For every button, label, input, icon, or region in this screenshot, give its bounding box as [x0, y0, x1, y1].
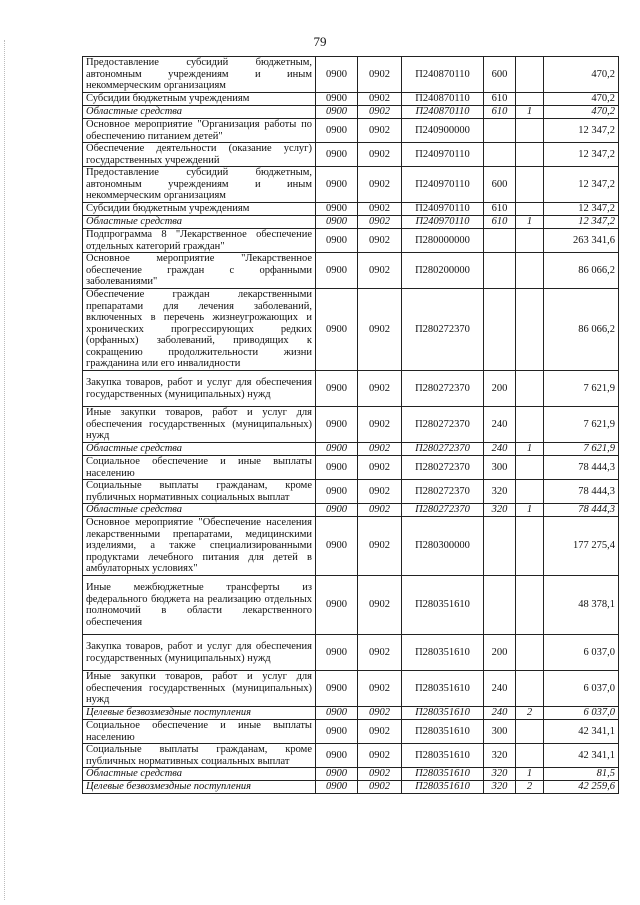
row-target-article-cell: П280351610	[402, 744, 484, 768]
table-row	[83, 707, 619, 720]
row-name-cell: Основное мероприятие "Обеспечение населения лекарственными препаратами, медицинскими изделиями, а также специализированными продуктами лечебного питания для детей в амбулаторных условиях"	[83, 517, 316, 576]
row-target-article-cell: П240870110	[402, 93, 484, 106]
row-subsection-cell: 0902	[358, 143, 402, 167]
table-row	[83, 106, 619, 119]
row-subsection-cell: 0902	[358, 407, 402, 443]
row-amount-cell: 263 341,6	[544, 229, 619, 253]
row-expense-type-cell: 610	[484, 106, 516, 119]
row-subsection-cell: 0902	[358, 781, 402, 794]
row-section-cell: 0900	[316, 671, 358, 707]
row-expense-type-cell	[484, 119, 516, 143]
row-section-cell: 0900	[316, 480, 358, 504]
table-row	[83, 480, 619, 504]
row-expense-type-cell: 600	[484, 167, 516, 203]
row-target-article-cell: П280272370	[402, 289, 484, 371]
row-name-cell: Областные средства	[83, 106, 316, 119]
row-funding-source-cell: 1	[516, 106, 544, 119]
row-subsection-cell: 0902	[358, 229, 402, 253]
row-target-article-cell: П280272370	[402, 443, 484, 456]
row-target-article-cell: П280272370	[402, 480, 484, 504]
row-name-cell: Областные средства	[83, 216, 316, 229]
row-section-cell: 0900	[316, 216, 358, 229]
row-section-cell: 0900	[316, 504, 358, 517]
row-expense-type-cell: 240	[484, 407, 516, 443]
table-row	[83, 407, 619, 443]
row-funding-source-cell	[516, 143, 544, 167]
row-amount-cell: 7 621,9	[544, 407, 619, 443]
row-funding-source-cell	[516, 480, 544, 504]
row-expense-type-cell: 320	[484, 768, 516, 781]
row-funding-source-cell	[516, 93, 544, 106]
row-target-article-cell: П280300000	[402, 517, 484, 576]
table-row	[83, 768, 619, 781]
row-subsection-cell: 0902	[358, 253, 402, 289]
row-expense-type-cell	[484, 576, 516, 635]
row-funding-source-cell	[516, 229, 544, 253]
row-section-cell: 0900	[316, 576, 358, 635]
row-amount-cell: 12 347,2	[544, 216, 619, 229]
row-funding-source-cell: 1	[516, 504, 544, 517]
row-expense-type-cell: 320	[484, 781, 516, 794]
table-row	[83, 93, 619, 106]
row-name-cell: Целевые безвозмездные поступления	[83, 707, 316, 720]
row-funding-source-cell	[516, 456, 544, 480]
row-target-article-cell: П280351610	[402, 768, 484, 781]
row-amount-cell: 12 347,2	[544, 119, 619, 143]
budget-table-body	[83, 57, 619, 794]
row-name-cell: Основное мероприятие "Лекарственное обеспечение граждан с орфанными заболеваниями"	[83, 253, 316, 289]
row-target-article-cell: П280272370	[402, 456, 484, 480]
row-name-cell: Основное мероприятие "Организация работы по обеспечению питанием детей"	[83, 119, 316, 143]
row-subsection-cell: 0902	[358, 671, 402, 707]
row-amount-cell: 6 037,0	[544, 707, 619, 720]
page-number: 79	[313, 34, 327, 49]
row-funding-source-cell	[516, 57, 544, 93]
row-section-cell: 0900	[316, 371, 358, 407]
row-section-cell: 0900	[316, 707, 358, 720]
row-section-cell: 0900	[316, 119, 358, 143]
row-subsection-cell: 0902	[358, 744, 402, 768]
row-target-article-cell: П240970110	[402, 203, 484, 216]
row-target-article-cell: П280351610	[402, 635, 484, 671]
row-subsection-cell: 0902	[358, 203, 402, 216]
row-section-cell: 0900	[316, 93, 358, 106]
row-target-article-cell: П240970110	[402, 167, 484, 203]
row-expense-type-cell: 610	[484, 203, 516, 216]
row-expense-type-cell	[484, 253, 516, 289]
row-name-cell: Предоставление субсидий бюджетным, автономным учреждениям и иным некоммерческим организациям	[83, 167, 316, 203]
table-row	[83, 671, 619, 707]
row-section-cell: 0900	[316, 456, 358, 480]
table-row	[83, 781, 619, 794]
table-row	[83, 229, 619, 253]
table-row	[83, 216, 619, 229]
row-name-cell: Предоставление субсидий бюджетным, автономным учреждениям и иным некоммерческим организациям	[83, 57, 316, 93]
row-section-cell: 0900	[316, 744, 358, 768]
row-expense-type-cell	[484, 289, 516, 371]
row-section-cell: 0900	[316, 57, 358, 93]
row-name-cell: Закупка товаров, работ и услуг для обеспечения государственных (муниципальных) нужд	[83, 371, 316, 407]
row-subsection-cell: 0902	[358, 720, 402, 744]
row-expense-type-cell	[484, 517, 516, 576]
row-funding-source-cell	[516, 720, 544, 744]
row-expense-type-cell: 240	[484, 443, 516, 456]
row-expense-type-cell: 610	[484, 216, 516, 229]
row-amount-cell: 78 444,3	[544, 480, 619, 504]
row-expense-type-cell	[484, 143, 516, 167]
row-subsection-cell: 0902	[358, 504, 402, 517]
row-funding-source-cell: 2	[516, 707, 544, 720]
row-expense-type-cell: 240	[484, 671, 516, 707]
row-name-cell: Целевые безвозмездные поступления	[83, 781, 316, 794]
table-row	[83, 720, 619, 744]
row-amount-cell: 86 066,2	[544, 289, 619, 371]
row-target-article-cell: П280200000	[402, 253, 484, 289]
row-funding-source-cell	[516, 119, 544, 143]
row-target-article-cell: П240900000	[402, 119, 484, 143]
table-row	[83, 289, 619, 371]
row-target-article-cell: П280272370	[402, 371, 484, 407]
row-section-cell: 0900	[316, 635, 358, 671]
table-row	[83, 576, 619, 635]
row-expense-type-cell: 610	[484, 93, 516, 106]
row-amount-cell: 177 275,4	[544, 517, 619, 576]
row-name-cell: Подпрограмма 8 "Лекарственное обеспечение отдельных категорий граждан"	[83, 229, 316, 253]
row-subsection-cell: 0902	[358, 635, 402, 671]
row-amount-cell: 42 259,6	[544, 781, 619, 794]
row-target-article-cell: П280272370	[402, 407, 484, 443]
row-name-cell: Обеспечение деятельности (оказание услуг) государственных учреждений	[83, 143, 316, 167]
table-row	[83, 517, 619, 576]
row-target-article-cell: П240870110	[402, 106, 484, 119]
table-row	[83, 167, 619, 203]
row-section-cell: 0900	[316, 407, 358, 443]
row-section-cell: 0900	[316, 167, 358, 203]
row-funding-source-cell	[516, 203, 544, 216]
row-amount-cell: 470,2	[544, 93, 619, 106]
row-funding-source-cell	[516, 167, 544, 203]
row-target-article-cell: П240870110	[402, 57, 484, 93]
row-name-cell: Иные закупки товаров, работ и услуг для обеспечения государственных (муниципальных) нужд	[83, 407, 316, 443]
row-subsection-cell: 0902	[358, 167, 402, 203]
row-name-cell: Областные средства	[83, 443, 316, 456]
row-amount-cell: 86 066,2	[544, 253, 619, 289]
table-row	[83, 504, 619, 517]
row-subsection-cell: 0902	[358, 93, 402, 106]
row-section-cell: 0900	[316, 106, 358, 119]
row-funding-source-cell: 1	[516, 216, 544, 229]
row-expense-type-cell: 320	[484, 480, 516, 504]
row-section-cell: 0900	[316, 517, 358, 576]
row-amount-cell: 81,5	[544, 768, 619, 781]
row-amount-cell: 470,2	[544, 106, 619, 119]
row-expense-type-cell: 300	[484, 720, 516, 744]
row-expense-type-cell: 320	[484, 744, 516, 768]
table-row	[83, 143, 619, 167]
row-section-cell: 0900	[316, 253, 358, 289]
budget-table	[82, 56, 619, 794]
row-amount-cell: 470,2	[544, 57, 619, 93]
row-subsection-cell: 0902	[358, 289, 402, 371]
row-name-cell: Социальное обеспечение и иные выплаты населению	[83, 456, 316, 480]
table-row	[83, 371, 619, 407]
row-subsection-cell: 0902	[358, 768, 402, 781]
row-name-cell: Социальные выплаты гражданам, кроме публичных нормативных социальных выплат	[83, 744, 316, 768]
binding-margin-line	[4, 40, 5, 900]
row-funding-source-cell	[516, 371, 544, 407]
row-amount-cell: 7 621,9	[544, 443, 619, 456]
row-section-cell: 0900	[316, 203, 358, 216]
row-name-cell: Иные межбюджетные трансферты из федерального бюджета на реализацию отдельных полномочий в области лекарственного обеспечения	[83, 576, 316, 635]
row-amount-cell: 6 037,0	[544, 635, 619, 671]
row-funding-source-cell	[516, 671, 544, 707]
row-amount-cell: 6 037,0	[544, 671, 619, 707]
row-expense-type-cell	[484, 229, 516, 253]
row-amount-cell: 78 444,3	[544, 456, 619, 480]
row-section-cell: 0900	[316, 289, 358, 371]
row-funding-source-cell	[516, 635, 544, 671]
row-section-cell: 0900	[316, 143, 358, 167]
row-expense-type-cell: 240	[484, 707, 516, 720]
row-target-article-cell: П280272370	[402, 504, 484, 517]
row-subsection-cell: 0902	[358, 371, 402, 407]
row-amount-cell: 78 444,3	[544, 504, 619, 517]
row-expense-type-cell: 300	[484, 456, 516, 480]
row-funding-source-cell	[516, 576, 544, 635]
row-subsection-cell: 0902	[358, 119, 402, 143]
table-row	[83, 203, 619, 216]
row-subsection-cell: 0902	[358, 216, 402, 229]
row-funding-source-cell	[516, 253, 544, 289]
row-name-cell: Обеспечение граждан лекарственными препаратами для лечения заболеваний, включенных в перечень жизнеугрожающих и хронических прогрессирующих редких (орфанных) заболеваний, приводящих к сокращению продолжительности жизни гражданина или его инвалидности	[83, 289, 316, 371]
row-target-article-cell: П280351610	[402, 781, 484, 794]
row-amount-cell: 12 347,2	[544, 167, 619, 203]
row-section-cell: 0900	[316, 443, 358, 456]
row-amount-cell: 12 347,2	[544, 143, 619, 167]
row-target-article-cell: П240970110	[402, 216, 484, 229]
row-amount-cell: 12 347,2	[544, 203, 619, 216]
row-target-article-cell: П280000000	[402, 229, 484, 253]
row-name-cell: Социальное обеспечение и иные выплаты населению	[83, 720, 316, 744]
row-funding-source-cell: 1	[516, 443, 544, 456]
row-subsection-cell: 0902	[358, 106, 402, 119]
row-amount-cell: 7 621,9	[544, 371, 619, 407]
row-target-article-cell: П280351610	[402, 720, 484, 744]
row-funding-source-cell	[516, 289, 544, 371]
row-expense-type-cell: 600	[484, 57, 516, 93]
row-amount-cell: 48 378,1	[544, 576, 619, 635]
row-target-article-cell: П240970110	[402, 143, 484, 167]
row-funding-source-cell: 1	[516, 768, 544, 781]
table-row	[83, 443, 619, 456]
row-target-article-cell: П280351610	[402, 671, 484, 707]
table-row	[83, 57, 619, 93]
row-amount-cell: 42 341,1	[544, 720, 619, 744]
row-name-cell: Субсидии бюджетным учреждениям	[83, 93, 316, 106]
row-subsection-cell: 0902	[358, 443, 402, 456]
table-row	[83, 456, 619, 480]
row-section-cell: 0900	[316, 781, 358, 794]
row-funding-source-cell	[516, 517, 544, 576]
row-expense-type-cell: 320	[484, 504, 516, 517]
row-funding-source-cell	[516, 744, 544, 768]
row-section-cell: 0900	[316, 768, 358, 781]
row-subsection-cell: 0902	[358, 576, 402, 635]
row-name-cell: Областные средства	[83, 768, 316, 781]
row-name-cell: Закупка товаров, работ и услуг для обеспечения государственных (муниципальных) нужд	[83, 635, 316, 671]
row-name-cell: Иные закупки товаров, работ и услуг для обеспечения государственных (муниципальных) нужд	[83, 671, 316, 707]
row-name-cell: Областные средства	[83, 504, 316, 517]
table-row	[83, 635, 619, 671]
row-amount-cell: 42 341,1	[544, 744, 619, 768]
row-target-article-cell: П280351610	[402, 576, 484, 635]
table-row	[83, 744, 619, 768]
row-subsection-cell: 0902	[358, 707, 402, 720]
table-row	[83, 253, 619, 289]
row-section-cell: 0900	[316, 229, 358, 253]
row-section-cell: 0900	[316, 720, 358, 744]
row-target-article-cell: П280351610	[402, 707, 484, 720]
row-expense-type-cell: 200	[484, 371, 516, 407]
row-subsection-cell: 0902	[358, 57, 402, 93]
row-subsection-cell: 0902	[358, 456, 402, 480]
row-name-cell: Субсидии бюджетным учреждениям	[83, 203, 316, 216]
row-subsection-cell: 0902	[358, 480, 402, 504]
row-name-cell: Социальные выплаты гражданам, кроме публичных нормативных социальных выплат	[83, 480, 316, 504]
table-row	[83, 119, 619, 143]
row-expense-type-cell: 200	[484, 635, 516, 671]
row-subsection-cell: 0902	[358, 517, 402, 576]
row-funding-source-cell: 2	[516, 781, 544, 794]
row-funding-source-cell	[516, 407, 544, 443]
